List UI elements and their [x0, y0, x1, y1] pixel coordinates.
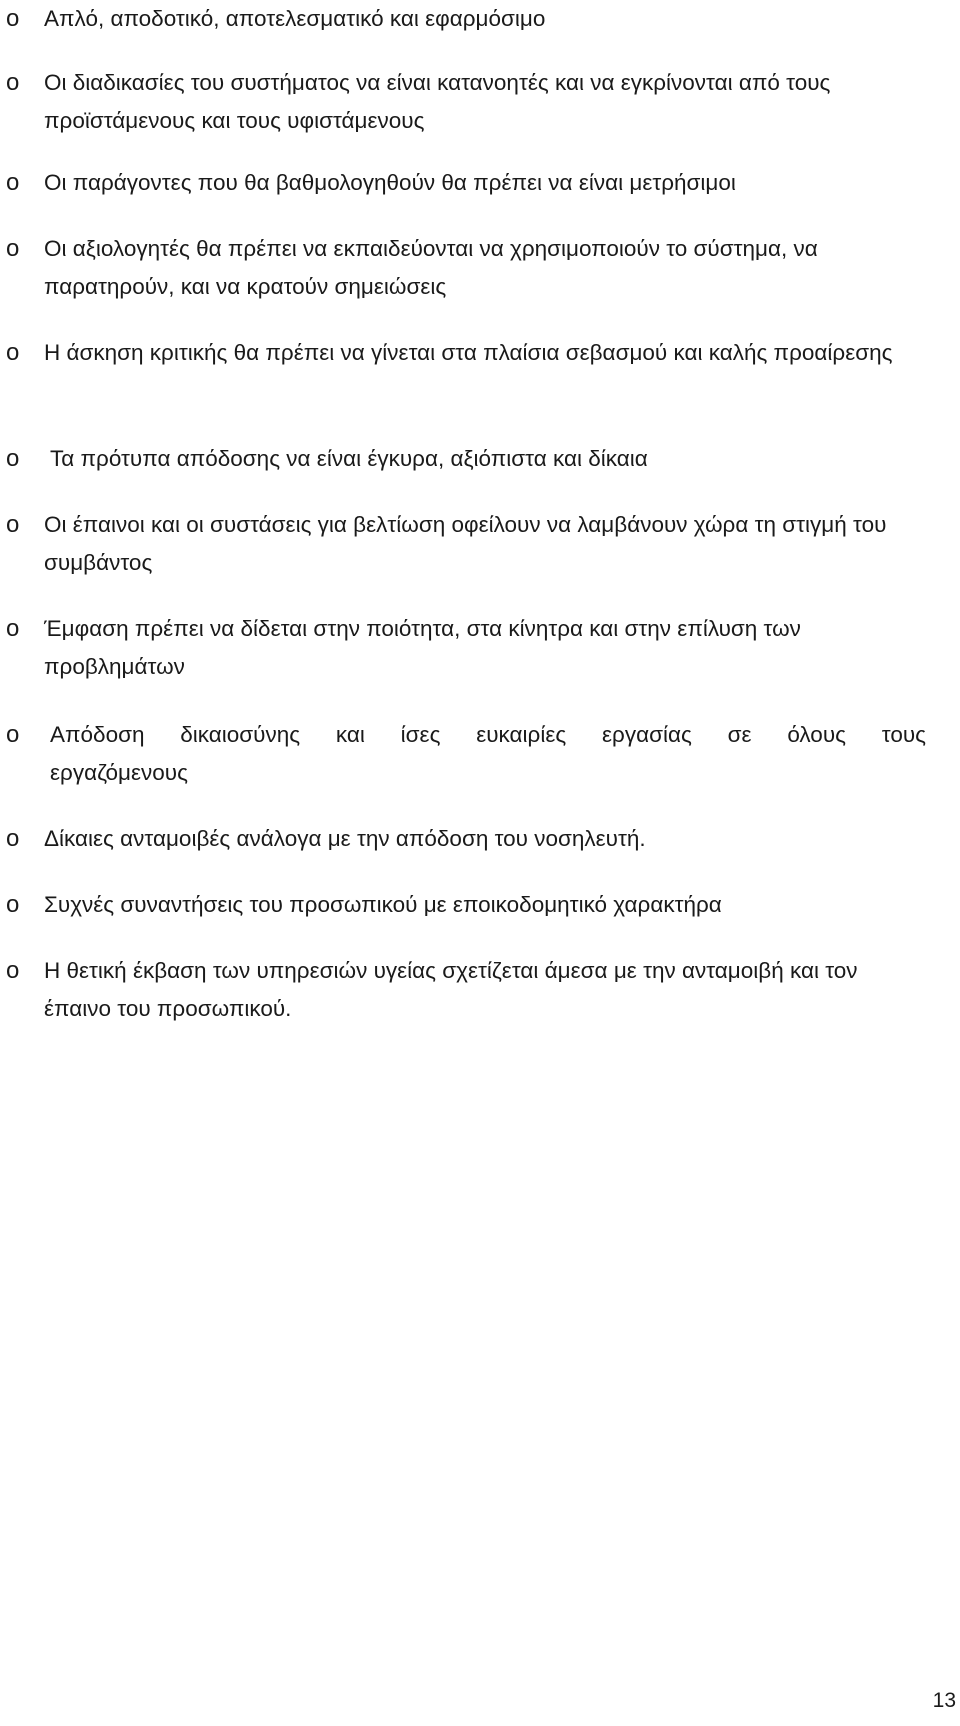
list-item-text: Δίκαιες ανταμοιβές ανάλογα με την απόδοση του νοσηλευτή. [44, 826, 646, 851]
list-item-text: Τα πρότυπα απόδοσης να είναι έγκυρα, αξιόπιστα και δίκαια [50, 446, 648, 471]
list-item-text: Έμφαση πρέπει να δίδεται στην ποιότητα, στα κίνητρα και στην επίλυση των προβλημάτων [44, 616, 801, 679]
bullet-marker: o [6, 235, 20, 262]
list-item-text: Απόδοση δικαιοσύνης και ίσες ευκαιρίες εργασίας σε όλους τους εργαζόμενους [50, 722, 926, 785]
list-item-text: Οι έπαινοι και οι συστάσεις για βελτίωση οφείλουν να λαμβάνουν χώρα τη στιγμή του συμβάντος [44, 512, 887, 575]
bullet-marker: o [6, 339, 20, 366]
bullet-marker: o [6, 445, 20, 472]
bullet-marker: o [6, 957, 20, 984]
list-item-text: Η θετική έκβαση των υπηρεσιών υγείας σχετίζεται άμεσα με την ανταμοιβή και τον έπαινο του προσωπικού. [44, 958, 858, 1021]
page-number: 13 [932, 1689, 956, 1712]
bullet-marker: o [6, 615, 20, 642]
bullet-marker: o [6, 5, 20, 32]
bullet-marker: o [6, 825, 20, 852]
bullet-marker: o [6, 721, 20, 748]
list-item-text: Η άσκηση κριτικής θα πρέπει να γίνεται στα πλαίσια σεβασμού και καλής προαίρεσης [44, 340, 893, 365]
list-item-text: Απλό, αποδοτικό, αποτελεσματικό και εφαρμόσιμο [44, 6, 546, 31]
list-item-text: Οι αξιολογητές θα πρέπει να εκπαιδεύονται να χρησιμοποιούν το σύστημα, να παρατηρούν, και να κρατούν σημειώσεις [44, 236, 818, 299]
bullet-marker: o [6, 511, 20, 538]
bullet-marker: o [6, 169, 20, 196]
bullet-marker: o [6, 69, 20, 96]
list-item-text: Συχνές συναντήσεις του προσωπικού με εποικοδομητικό χαρακτήρα [44, 892, 722, 917]
list-item-text: Οι διαδικασίες του συστήματος να είναι κατανοητές και να εγκρίνονται από τους προϊστάμενους και τους υφιστάμενους [44, 70, 831, 133]
bullet-marker: o [6, 891, 20, 918]
list-item-text: Οι παράγοντες που θα βαθμολογηθούν θα πρέπει να είναι μετρήσιμοι [44, 170, 736, 195]
